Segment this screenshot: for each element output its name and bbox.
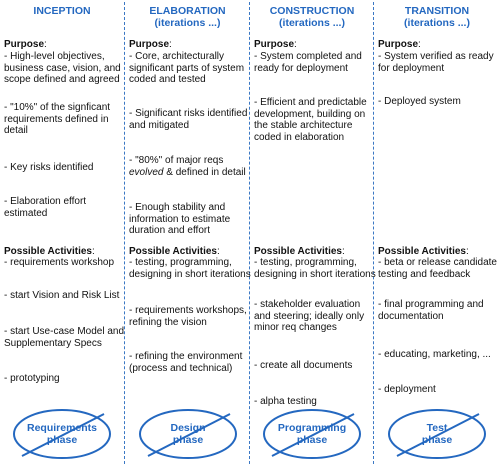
purpose-item-line: - Key risks identified: [4, 162, 94, 173]
purpose-label: Purpose:: [378, 39, 421, 50]
activity-item: [254, 257, 376, 280]
column-header: [250, 5, 374, 29]
purpose-item-line: - Core, architecturally: [129, 51, 225, 62]
purpose-item: [378, 51, 494, 74]
purpose-label-text: Purpose: [254, 39, 295, 50]
activity-item-line: - testing, programming,: [129, 257, 232, 268]
phase-oval: [12, 408, 112, 460]
phase-label: [138, 422, 238, 446]
activity-item: [254, 396, 317, 408]
activity-item: [378, 349, 491, 361]
activity-item: [129, 305, 247, 328]
column-header: [374, 5, 500, 29]
column-title: ELABORATION: [149, 5, 226, 17]
column-header: [0, 5, 124, 17]
activities-label-text: Possible Activities: [378, 246, 466, 257]
activity-item-line: refining the vision: [129, 316, 207, 328]
activities-label: Possible Activities:: [129, 246, 220, 257]
purpose-label-text: Purpose: [129, 39, 170, 50]
activity-item-line: Supplementary Specs: [4, 337, 102, 349]
activity-item-line: - educating, marketing, ...: [378, 349, 491, 360]
purpose-item-line: - "10%" of the signficant: [4, 102, 111, 113]
activities-label: Possible Activities:: [254, 246, 345, 257]
purpose-item-line: estimated: [4, 207, 48, 219]
purpose-item-line: detail: [4, 125, 28, 137]
purpose-item-line: - "80%" of major reqs: [129, 155, 224, 166]
activities-label: Possible Activities:: [378, 246, 469, 257]
activity-item-line: - final programming and: [378, 299, 484, 310]
activity-item-line: designing in short iterations: [129, 268, 251, 280]
activities-label-text: Possible Activities: [254, 246, 342, 257]
purpose-item: [129, 202, 230, 237]
activity-item-line: and steering; ideally only: [254, 310, 365, 322]
activity-item-line: - prototyping: [4, 373, 60, 384]
purpose-label-text: Purpose: [4, 39, 45, 50]
activity-item-line: minor req changes: [254, 322, 337, 334]
activity-item: [378, 257, 497, 280]
phase-column-elaboration: [125, 0, 250, 468]
activity-item-line: - testing, programming,: [254, 257, 357, 268]
phase-label-line: Requirements: [26, 422, 98, 434]
phase-label-line: Test: [426, 422, 448, 434]
purpose-item-line: development, building on: [254, 108, 366, 120]
activity-item: [129, 351, 242, 374]
purpose-item: [129, 155, 246, 178]
activity-item-line: - requirements workshop: [4, 257, 115, 268]
column-subtitle: (iterations ...): [154, 17, 221, 29]
purpose-item: [4, 51, 121, 86]
purpose-item-line: information to estimate: [129, 213, 231, 225]
phase-label-line: phase: [296, 434, 328, 446]
purpose-item-line: evolved & defined in detail: [129, 166, 246, 178]
activity-item: [4, 290, 119, 302]
activity-item: [378, 299, 484, 322]
purpose-item-line: for deployment: [378, 62, 445, 74]
activity-item: [254, 299, 364, 334]
purpose-item: [4, 162, 93, 174]
purpose-item-line: requirements defined in: [4, 113, 109, 125]
purpose-item: [254, 51, 362, 74]
phase-label-line: phase: [46, 434, 78, 446]
purpose-item-line: business case, vision, and: [4, 62, 121, 74]
purpose-item-line: and mitigated: [129, 119, 190, 131]
activity-item-line: designing in short iterations: [254, 268, 376, 280]
activity-item: [254, 360, 352, 372]
purpose-item-line: duration and effort: [129, 225, 210, 237]
activity-item-line: - start Use-case Model and: [4, 326, 125, 337]
purpose-item: [254, 97, 367, 143]
purpose-item: [378, 96, 461, 108]
phase-oval: [138, 408, 238, 460]
activities-label-text: Possible Activities: [129, 246, 217, 257]
purpose-item-line: significant parts of system: [129, 62, 245, 74]
phase-oval: [387, 408, 487, 460]
phase-label: [12, 422, 112, 446]
activity-item: [129, 257, 251, 280]
column-header: [125, 5, 250, 29]
phase-column-inception: [0, 0, 124, 468]
activity-item-line: - requirements workshops,: [129, 305, 247, 316]
purpose-item-line: - High-level objectives,: [4, 51, 105, 62]
column-subtitle: (iterations ...): [404, 17, 470, 29]
activity-item-line: - start Vision and Risk List: [4, 290, 120, 301]
column-title: INCEPTION: [33, 5, 91, 17]
activity-item: [4, 373, 60, 385]
purpose-label-text: Purpose: [378, 39, 419, 50]
activity-item-line: documentation: [378, 310, 444, 322]
activity-item: [378, 384, 436, 396]
purpose-item-line: coded and tested: [129, 74, 206, 86]
phase-label-line: phase: [172, 434, 204, 446]
purpose-label: Purpose:: [254, 39, 297, 50]
purpose-item-line: - Deployed system: [378, 96, 461, 107]
activity-item: [4, 257, 114, 269]
purpose-item-line: - System verified as ready: [378, 51, 494, 62]
activity-item-line: - refining the environment: [129, 351, 243, 362]
purpose-item-line: - Elaboration effort: [4, 196, 87, 207]
phase-label-line: phase: [421, 434, 453, 446]
purpose-item-line: scope defined and agreed: [4, 74, 120, 86]
column-title: CONSTRUCTION: [269, 5, 355, 17]
activity-item-line: - beta or release candidate: [378, 257, 497, 268]
activity-item: [4, 326, 124, 349]
activity-item-line: - create all documents: [254, 360, 353, 371]
activity-item-line: testing and feedback: [378, 268, 471, 280]
purpose-item-line: - Significant risks identified: [129, 108, 248, 119]
purpose-item-line: - Efficient and predictable: [254, 97, 367, 108]
purpose-item-line: the stable architecture: [254, 120, 353, 132]
purpose-item: [129, 51, 244, 86]
purpose-item-line: - System completed and: [254, 51, 362, 62]
activities-label: Possible Activities:: [4, 246, 95, 257]
emphasis-text: evolved: [129, 166, 164, 178]
phase-column-transition: [374, 0, 500, 468]
phase-column-construction: [250, 0, 374, 468]
activity-item-line: - stakeholder evaluation: [254, 299, 361, 310]
purpose-item: [129, 108, 247, 131]
phase-oval: [262, 408, 362, 460]
phase-label-line: Design: [170, 422, 206, 434]
phase-label: [387, 422, 487, 446]
phase-label-line: Programming: [277, 422, 347, 434]
activity-item-line: - alpha testing: [254, 396, 317, 407]
column-subtitle: (iterations ...): [279, 17, 345, 29]
phase-label: [262, 422, 362, 446]
purpose-item: [4, 102, 110, 137]
purpose-label: Purpose:: [129, 39, 172, 50]
activity-item-line: (process and technical): [129, 362, 233, 374]
purpose-item-line: ready for deployment: [254, 62, 348, 74]
column-title: TRANSITION: [404, 5, 470, 17]
activity-item-line: - deployment: [378, 384, 436, 395]
purpose-item: [4, 196, 86, 219]
activities-label-text: Possible Activities: [4, 246, 92, 257]
purpose-item-line: coded in elaboration: [254, 131, 345, 143]
purpose-label: Purpose:: [4, 39, 47, 50]
purpose-item-line: - Enough stability and: [129, 202, 226, 213]
